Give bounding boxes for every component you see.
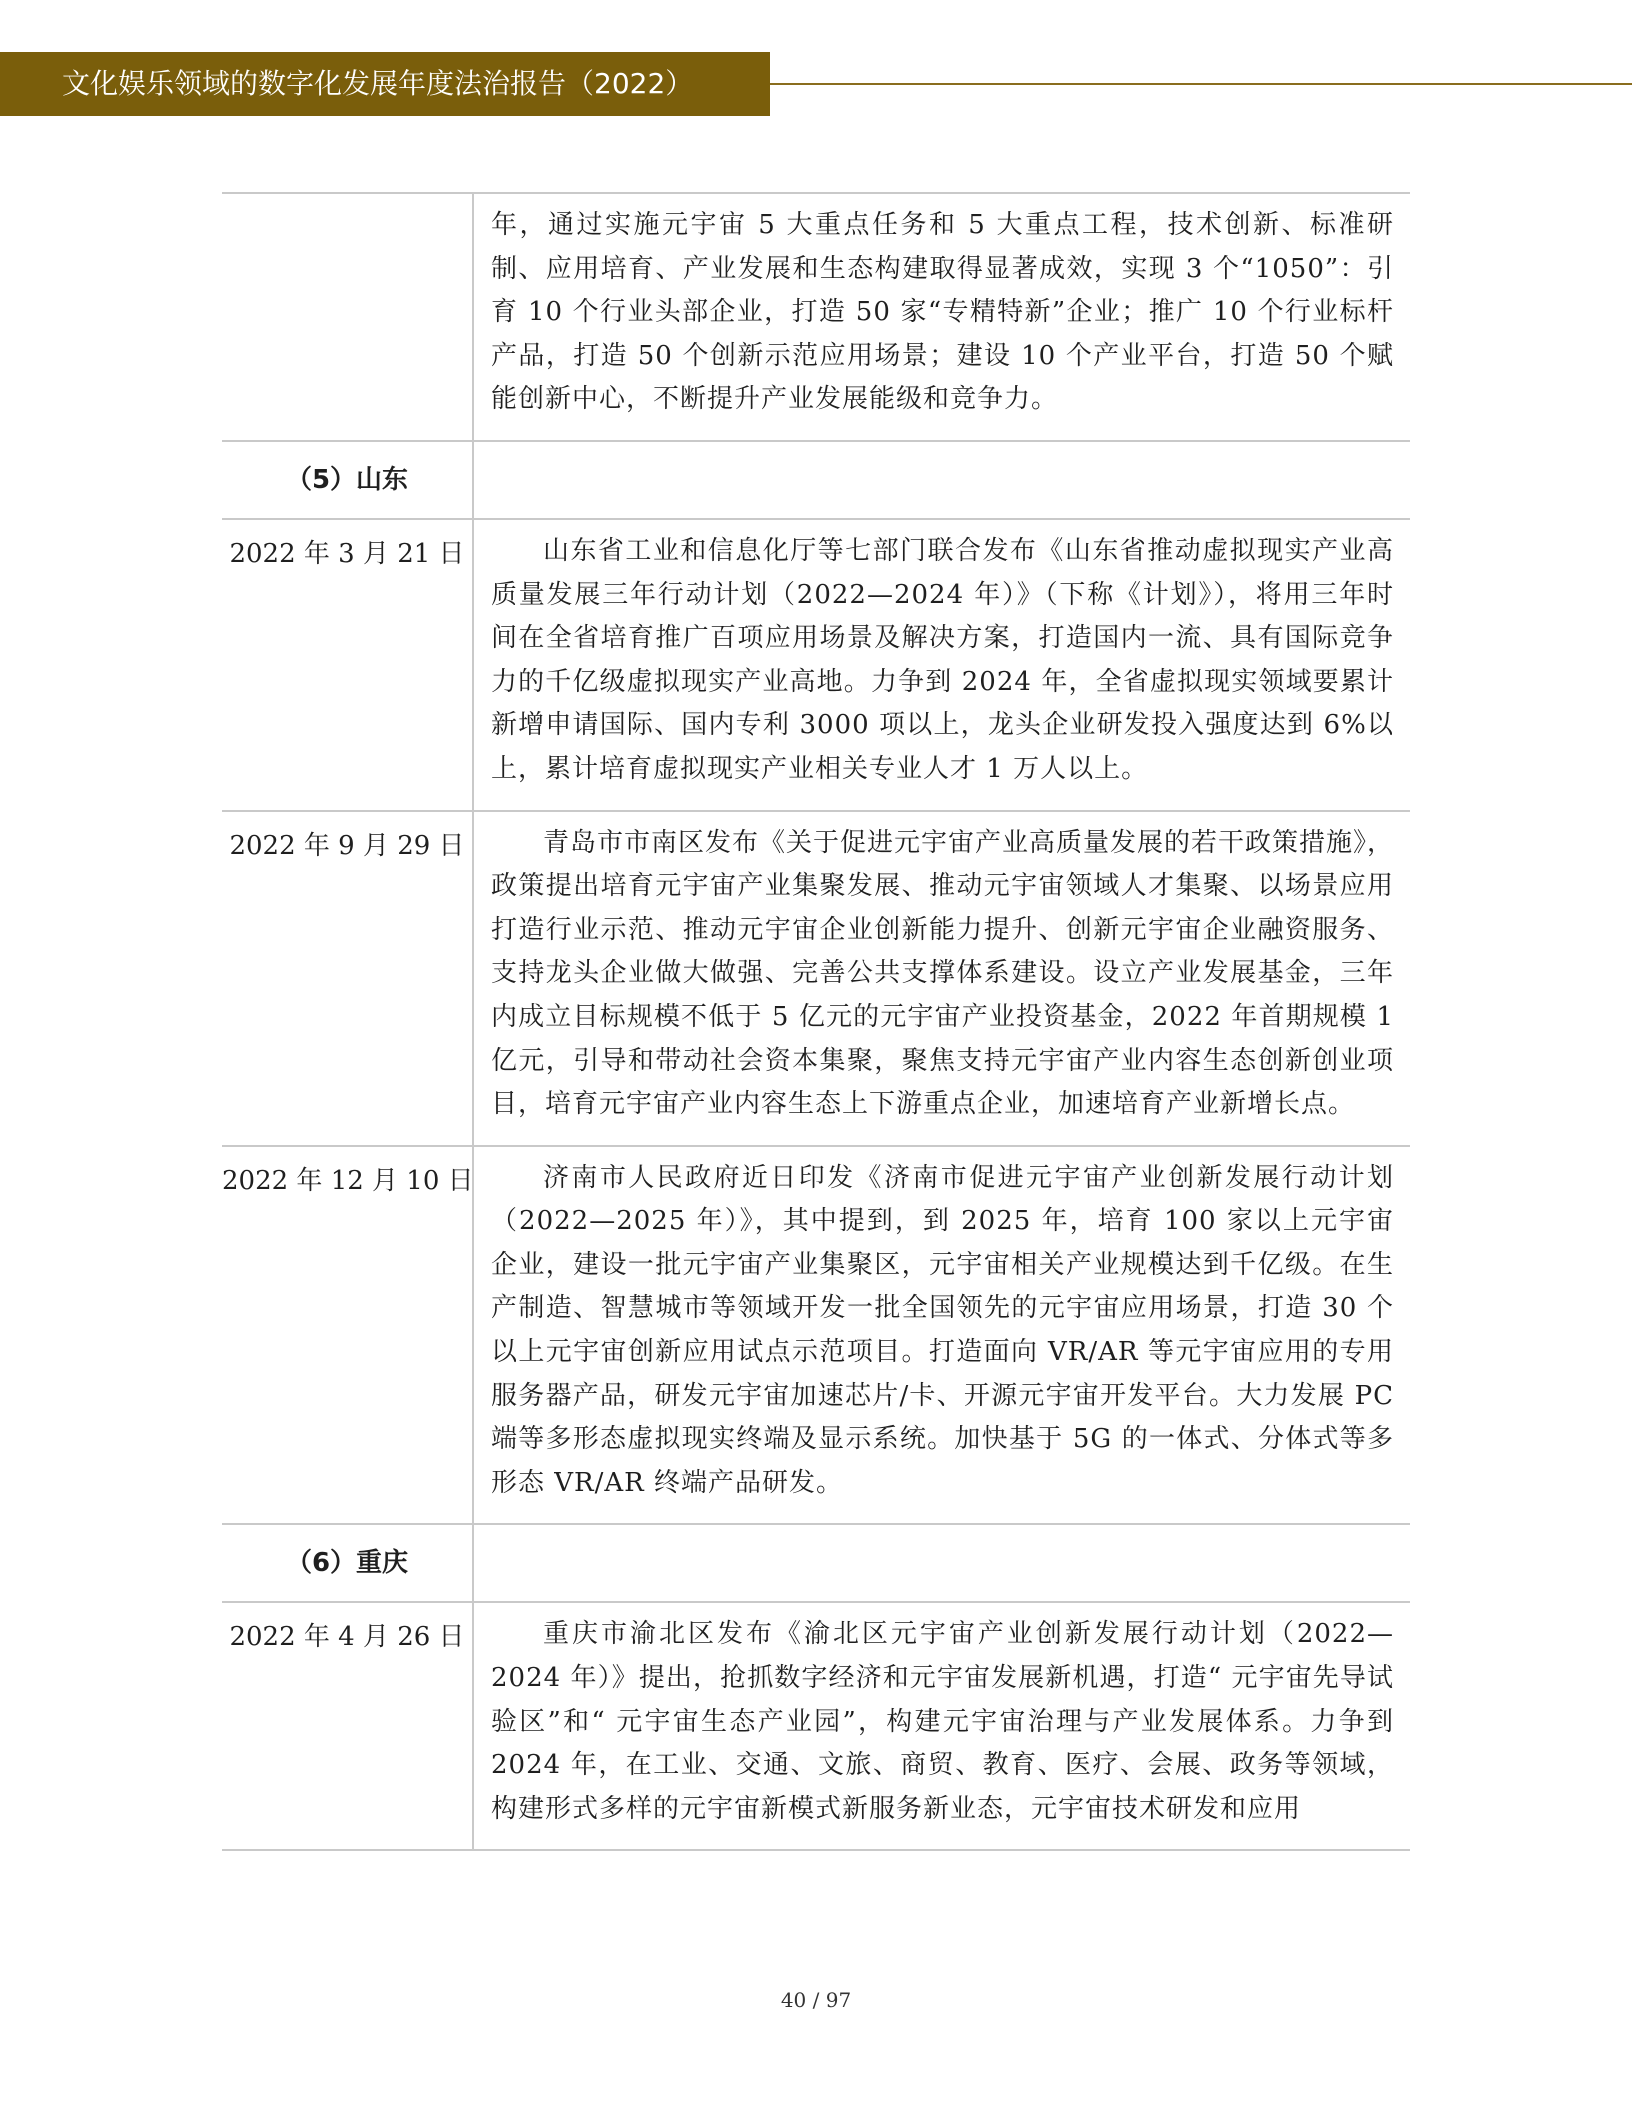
text-cell [474,1147,1410,1524]
table-row [222,1145,1410,1524]
table-row [222,810,1410,1145]
date-cell: 2022 年 4 月 26 日 [222,1603,474,1849]
text-cell [474,194,1410,440]
header-divider [770,83,1632,85]
entry-text: 重庆市渝北区发布《渝北区元宇宙产业创新发展行动计划（2022—2024 年）》提出，抢抓数字经济和元宇宙发展新机遇，打造“ 元宇宙先导试验区”和“ 元宇宙生态产业园”，构建元宇宙治理与产业发展体系。力争到 2024 年，在工业、交通、文旅、商贸、教育、医疗、会展、政务等领域，构建形式多样的元宇宙新模式新服务新业态，元宇宙技术研发和应用 [491,1619,1394,1824]
entry-text: 济南市人民政府近日印发《济南市促进元宇宙产业创新发展行动计划（2022—2025 年）》，其中提到，到 2025 年，培育 100 家以上元宇宙企业，建设一批元宇宙产业集聚区，元宇宙相关产业规模达到千亿级。在生产制造、智慧城市等领域开发一批全国领先的元宇宙应用场景，打造 30 个以上元宇宙创新应用试点示范项目。打造面向 VR/AR 等元宇宙应用的专用服务器产品，研发元宇宙加速芯片/卡、开源元宇宙开发平台。大力发展 PC 端等多形态虚拟现实终端及显示系统。加快基于 5G 的一体式、分体式等多形态 VR/AR 终端产品研发。 [491,1162,1394,1498]
text-cell [474,520,1410,810]
table-row [222,518,1410,810]
section-row [222,440,1410,518]
date-cell: 2022 年 9 月 29 日 [222,812,474,1145]
entry-text: 青岛市市南区发布《关于促进元宇宙产业高质量发展的若干政策措施》，政策提出培育元宇宙产业集聚发展、推动元宇宙领域人才集聚、以场景应用打造行业示范、推动元宇宙企业创新能力提升、创新元宇宙企业融资服务、支持龙头企业做大做强、完善公共支撑体系建设。设立产业发展基金，三年内成立目标规模不低于 5 亿元的元宇宙产业投资基金，2022 年首期规模 1 亿元，引导和带动社会资本集聚，聚焦支持元宇宙产业内容生态创新创业项目，培育元宇宙产业内容生态上下游重点企业，加速培育产业新增长点。 [491,827,1395,1120]
text-cell [474,1603,1410,1849]
page-number: 40 / 97 [780,1988,852,2012]
policy-table [222,192,1410,1851]
section-heading: （6）重庆 [222,1525,474,1601]
table-row [222,192,1410,440]
section-row [222,1523,1410,1601]
text-cell [474,1525,1410,1601]
section-heading: （5）山东 [222,442,474,518]
date-cell: 2022 年 3 月 21 日 [222,520,474,810]
table-row [222,1601,1410,1851]
entry-text: 年，通过实施元宇宙 5 大重点任务和 5 大重点工程，技术创新、标准研制、应用培育、产业发展和生态构建取得显著成效，实现 3 个“1050”：引育 10 个行业头部企业，打造 50 家“专精特新”企业；推广 10 个行业标杆产品，打造 50 个创新示范应用场景；建设 10 个产业平台，打造 50 个赋能创新中心，不断提升产业发展能级和竞争力。 [491,210,1394,415]
report-title: 文化娱乐领域的数字化发展年度法治报告（2022） [0,52,770,116]
text-cell [474,442,1410,518]
date-cell [222,194,474,440]
date-cell: 2022 年 12 月 10 日 [222,1147,474,1524]
text-cell [474,812,1410,1145]
entry-text: 山东省工业和信息化厅等七部门联合发布《山东省推动虚拟现实产业高质量发展三年行动计划（2022—2024 年）》（下称《计划》），将用三年时间在全省培育推广百项应用场景及解决方案，打造国内一流、具有国际竞争力的千亿级虚拟现实产业高地。力争到 2024 年，全省虚拟现实领域要累计新增申请国际、国内专利 3000 项以上，龙头企业研发投入强度达到 6%以上，累计培育虚拟现实产业相关专业人才 1 万人以上。 [491,535,1394,784]
